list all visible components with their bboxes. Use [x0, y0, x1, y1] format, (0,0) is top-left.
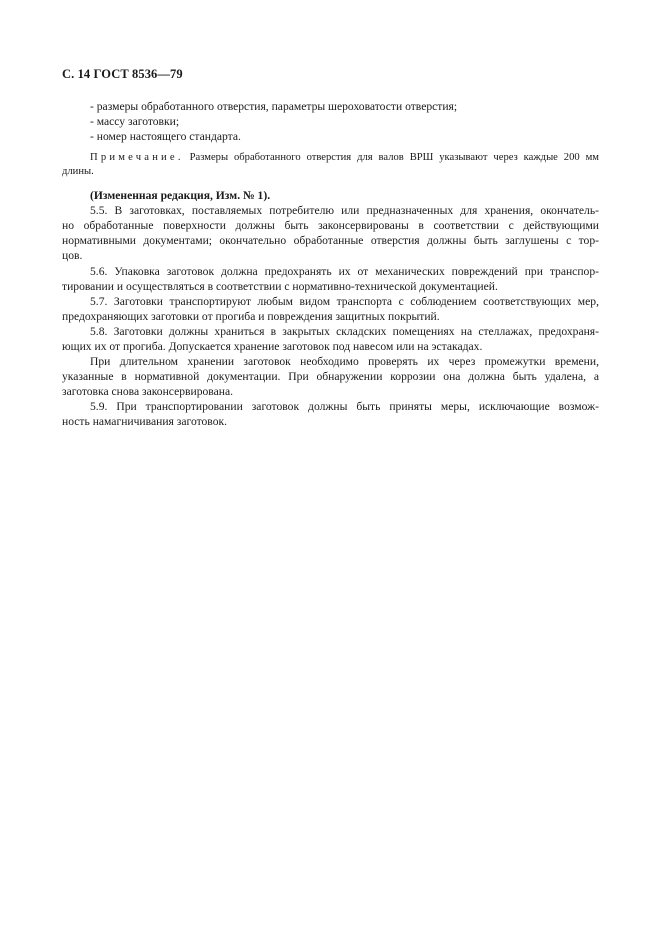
edit-note: (Измененная редакция, Изм. № 1). — [90, 189, 271, 202]
paragraph-line: 5.9. При транспортировании заготовок должны быть приняты меры, исключающие возмож- — [90, 400, 599, 413]
paragraph-line: 5.5. В заготовках, поставляемых потребителю или предназначенных для хранения, окончатель- — [90, 204, 599, 217]
paragraph-line: тировании и осуществляться в соответствии с нормативно-технической документацией. — [62, 280, 498, 293]
paragraph-line: ющих их от прогиба. Допускается хранение заготовок под навесом или на эстакадах. — [62, 340, 483, 353]
storage-paragraph — [62, 354, 599, 399]
paragraph-line: 5.6. Упаковка заготовок должна предохранять их от механических повреждений при транспор- — [90, 265, 599, 278]
list-item: - массу заготовки; — [90, 115, 180, 128]
list-item: - номер настоящего стандарта. — [90, 130, 241, 143]
note-block — [62, 151, 599, 179]
paragraph-line: 5.7. Заготовки транспортируют любым видом транспорта с соблюдением соответствующих мер, — [90, 295, 599, 308]
note-text: Размеры обработанного отверстия для валов ВРШ указывают через каждые 200 мм — [189, 152, 600, 163]
requirements-list — [62, 99, 599, 144]
section-5-6 — [62, 264, 599, 294]
section-5-9 — [62, 399, 599, 429]
paragraph-line: предохраняющих заготовки от прогиба и повреждения защитных покрытий. — [62, 310, 440, 323]
note-line-2: длины. — [62, 166, 94, 177]
section-5-5 — [62, 203, 599, 263]
paragraph-line: 5.8. Заготовки должны храниться в закрытых складских помещениях на стеллажах, предохраня- — [90, 325, 599, 338]
note-label: Примечание. — [90, 152, 184, 163]
document-body — [62, 99, 599, 429]
paragraph-line: но обработанные поверхности должны быть законсервированы в соответствии с действующими — [62, 219, 599, 232]
list-item: - размеры обработанного отверстия, параметры шероховатости отверстия; — [90, 100, 458, 113]
paragraph-line: цов. — [62, 249, 83, 262]
page-header: С. 14 ГОСТ 8536—79 — [62, 67, 183, 81]
section-5-8 — [62, 324, 599, 354]
paragraph-line: указанные в нормативной документации. При обнаружении коррозии она должна быть удалена, а — [62, 370, 599, 383]
paragraph-line: ность намагничивания заготовок. — [62, 415, 228, 428]
section-5-7 — [62, 294, 599, 324]
note-line-1 — [62, 151, 599, 165]
paragraph-line: заготовка снова законсервирована. — [62, 385, 234, 398]
paragraph-line: При длительном хранении заготовок необходимо проверять их через промежутки времени, — [90, 355, 599, 368]
paragraph-line: нормативными документами; окончательно обработанные отверстия должны быть заглушены с тор- — [62, 234, 599, 247]
